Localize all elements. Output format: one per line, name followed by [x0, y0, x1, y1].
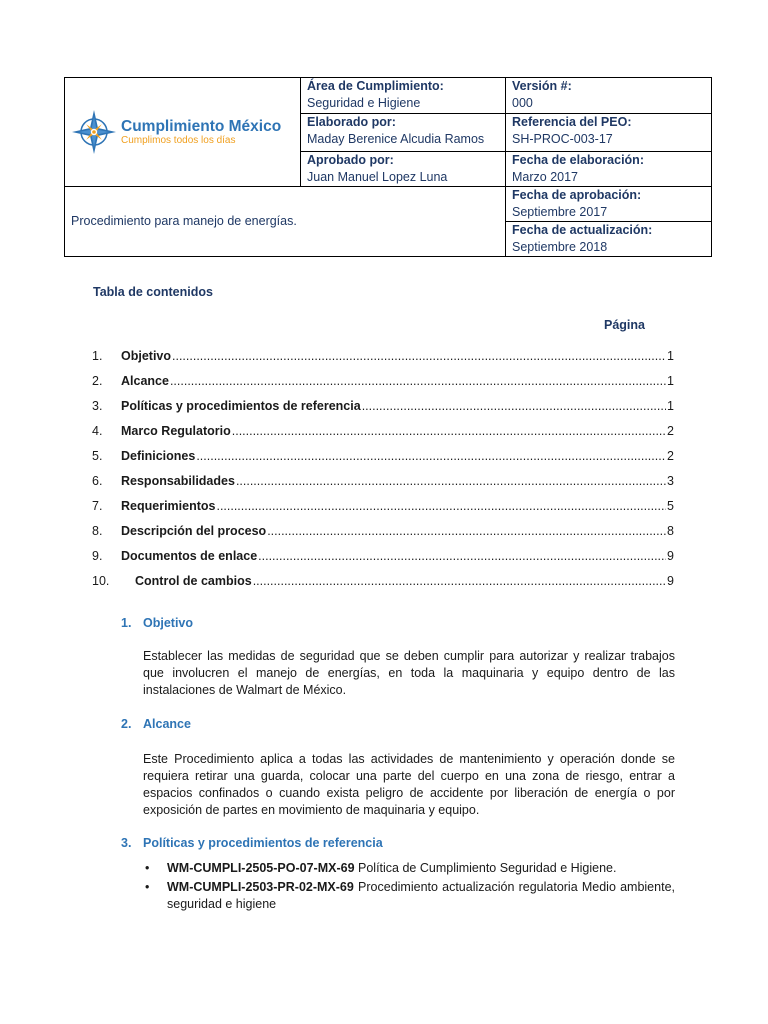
reference-code: WM-CUMPLI-2505-PO-07-MX-69 [167, 861, 355, 875]
toc-item-label: Políticas y procedimientos de referencia [121, 399, 361, 413]
toc-item-page: 9 [667, 574, 674, 588]
logo-cell [65, 78, 301, 187]
elaborado-value: Maday Berenice Alcudia Ramos [307, 132, 485, 146]
toc-leader-dots [267, 524, 666, 538]
brand-slogan: Cumplimos todos los días [121, 134, 236, 146]
referencia-value: SH-PROC-003-17 [512, 132, 613, 146]
toc-leader-dots [236, 474, 666, 488]
area-value: Seguridad e Higiene [307, 96, 421, 110]
section-title: Alcance [143, 717, 191, 731]
toc-item[interactable] [92, 349, 674, 374]
section-objetivo-heading [121, 616, 193, 630]
bullet-icon: • [145, 880, 150, 894]
toc-item[interactable] [92, 449, 674, 474]
toc-item[interactable] [92, 374, 674, 399]
fecha-elaboracion-label: Fecha de elaboración: [512, 153, 644, 167]
toc-item[interactable] [92, 549, 674, 574]
reference-code: WM-CUMPLI-2503-PR-02-MX-69 [167, 880, 354, 894]
section-politicas-heading [121, 836, 383, 850]
toc-item-label: Descripción del proceso [121, 524, 267, 538]
toc-item-label: Marco Regulatorio [121, 424, 231, 438]
toc-item-number: 5. [92, 449, 103, 463]
section-number: 2. [121, 717, 132, 731]
toc-item[interactable] [92, 499, 674, 524]
reference-text: Procedimiento actualización regulatoria Medio ambiente, seguridad e higiene [167, 880, 675, 911]
toc-item[interactable] [92, 474, 674, 499]
section-objetivo-body: Establecer las medidas de seguridad que se deben cumplir para autorizar y realizar trabajos que involucren el manejo de energías, en toda la maquinaria y equipo dentro de las instalaciones de Walmart de México. [143, 649, 675, 697]
toc-item-number: 9. [92, 549, 103, 563]
toc-item-page: 9 [667, 549, 674, 563]
fecha-actualizacion-value: Septiembre 2018 [512, 240, 608, 254]
toc-item-page: 2 [667, 449, 674, 463]
toc-leader-dots [196, 449, 666, 463]
referencia-cell [506, 114, 712, 152]
toc-item-page: 8 [667, 524, 674, 538]
toc-item[interactable] [92, 424, 674, 449]
toc-item-label: Definiciones [121, 449, 196, 463]
toc-item-label: Responsabilidades [121, 474, 235, 488]
toc-item-page: 1 [667, 399, 674, 413]
toc-item-number: 6. [92, 474, 103, 488]
area-cell [301, 78, 506, 114]
toc-title: Tabla de contenidos [93, 285, 213, 299]
toc-item-page: 1 [667, 349, 674, 363]
section-alcance-heading [121, 717, 191, 731]
toc-leader-dots [172, 349, 666, 363]
toc-leader-dots [253, 574, 666, 588]
area-label: Área de Cumplimiento: [307, 79, 444, 93]
toc-item-page: 1 [667, 374, 674, 388]
fecha-actualizacion-cell [506, 222, 712, 257]
toc-item-number: 8. [92, 524, 103, 538]
version-cell [506, 78, 712, 114]
toc-item-label: Control de cambios [135, 574, 252, 588]
aprobado-label: Aprobado por: [307, 153, 394, 167]
version-value: 000 [512, 96, 533, 110]
toc-item-label: Documentos de enlace [121, 549, 258, 563]
toc-item-label: Objetivo [121, 349, 172, 363]
section-title: Políticas y procedimientos de referencia [143, 836, 383, 850]
toc-item[interactable] [92, 574, 674, 599]
fecha-elaboracion-value: Marzo 2017 [512, 170, 579, 184]
references-list [143, 860, 675, 915]
toc-item-page: 3 [667, 474, 674, 488]
elaborado-cell [301, 114, 506, 152]
toc-item-number: 3. [92, 399, 103, 413]
toc-item-number: 10. [92, 574, 110, 588]
toc-item[interactable] [92, 524, 674, 549]
reference-item [143, 860, 675, 877]
section-number: 3. [121, 836, 132, 850]
toc-item-label: Requerimientos [121, 499, 216, 513]
toc-list [92, 349, 674, 599]
fecha-aprobacion-value: Septiembre 2017 [512, 205, 608, 219]
section-title: Objetivo [143, 616, 194, 630]
procedure-title-cell [65, 187, 506, 257]
toc-item-label: Alcance [121, 374, 169, 388]
procedure-title: Procedimiento para manejo de energías. [71, 214, 297, 228]
toc-page-header: Página [604, 318, 645, 332]
toc-item-number: 2. [92, 374, 103, 388]
toc-leader-dots [170, 374, 666, 388]
elaborado-label: Elaborado por: [307, 115, 396, 129]
toc-leader-dots [232, 424, 666, 438]
toc-leader-dots [258, 549, 666, 563]
toc-item-number: 1. [92, 349, 103, 363]
toc-item-page: 5 [667, 499, 674, 513]
section-alcance-body: Este Procedimiento aplica a todas las actividades de mantenimiento y operación donde se requiera retirar una guarda, colocar una parte del cuerpo en una zona de riesgo, entrar a espacios confinados o cuando exista peligro de accidente por liberación de energía o por exposición de partes en movimiento de maquinaria y equipo. [143, 752, 675, 817]
section-number: 1. [121, 616, 132, 630]
toc-item-number: 7. [92, 499, 103, 513]
version-label: Versión #: [512, 79, 572, 93]
brand-name: Cumplimiento México [121, 117, 282, 135]
referencia-label: Referencia del PEO: [512, 115, 632, 129]
toc-leader-dots [362, 399, 666, 413]
compass-star-icon [71, 109, 117, 155]
toc-item-number: 4. [92, 424, 103, 438]
document-header-table [64, 77, 712, 257]
fecha-aprobacion-cell [506, 187, 712, 222]
toc-item[interactable] [92, 399, 674, 424]
toc-leader-dots [216, 499, 666, 513]
toc-item-page: 2 [667, 424, 674, 438]
fecha-elaboracion-cell [506, 152, 712, 187]
reference-item [143, 879, 675, 913]
company-logo [71, 109, 294, 155]
aprobado-cell [301, 152, 506, 187]
reference-text: Política de Cumplimiento Seguridad e Higiene. [354, 861, 617, 875]
aprobado-value: Juan Manuel Lopez Luna [307, 170, 448, 184]
fecha-aprobacion-label: Fecha de aprobación: [512, 188, 642, 202]
bullet-icon: • [145, 861, 150, 875]
fecha-actualizacion-label: Fecha de actualización: [512, 223, 653, 237]
